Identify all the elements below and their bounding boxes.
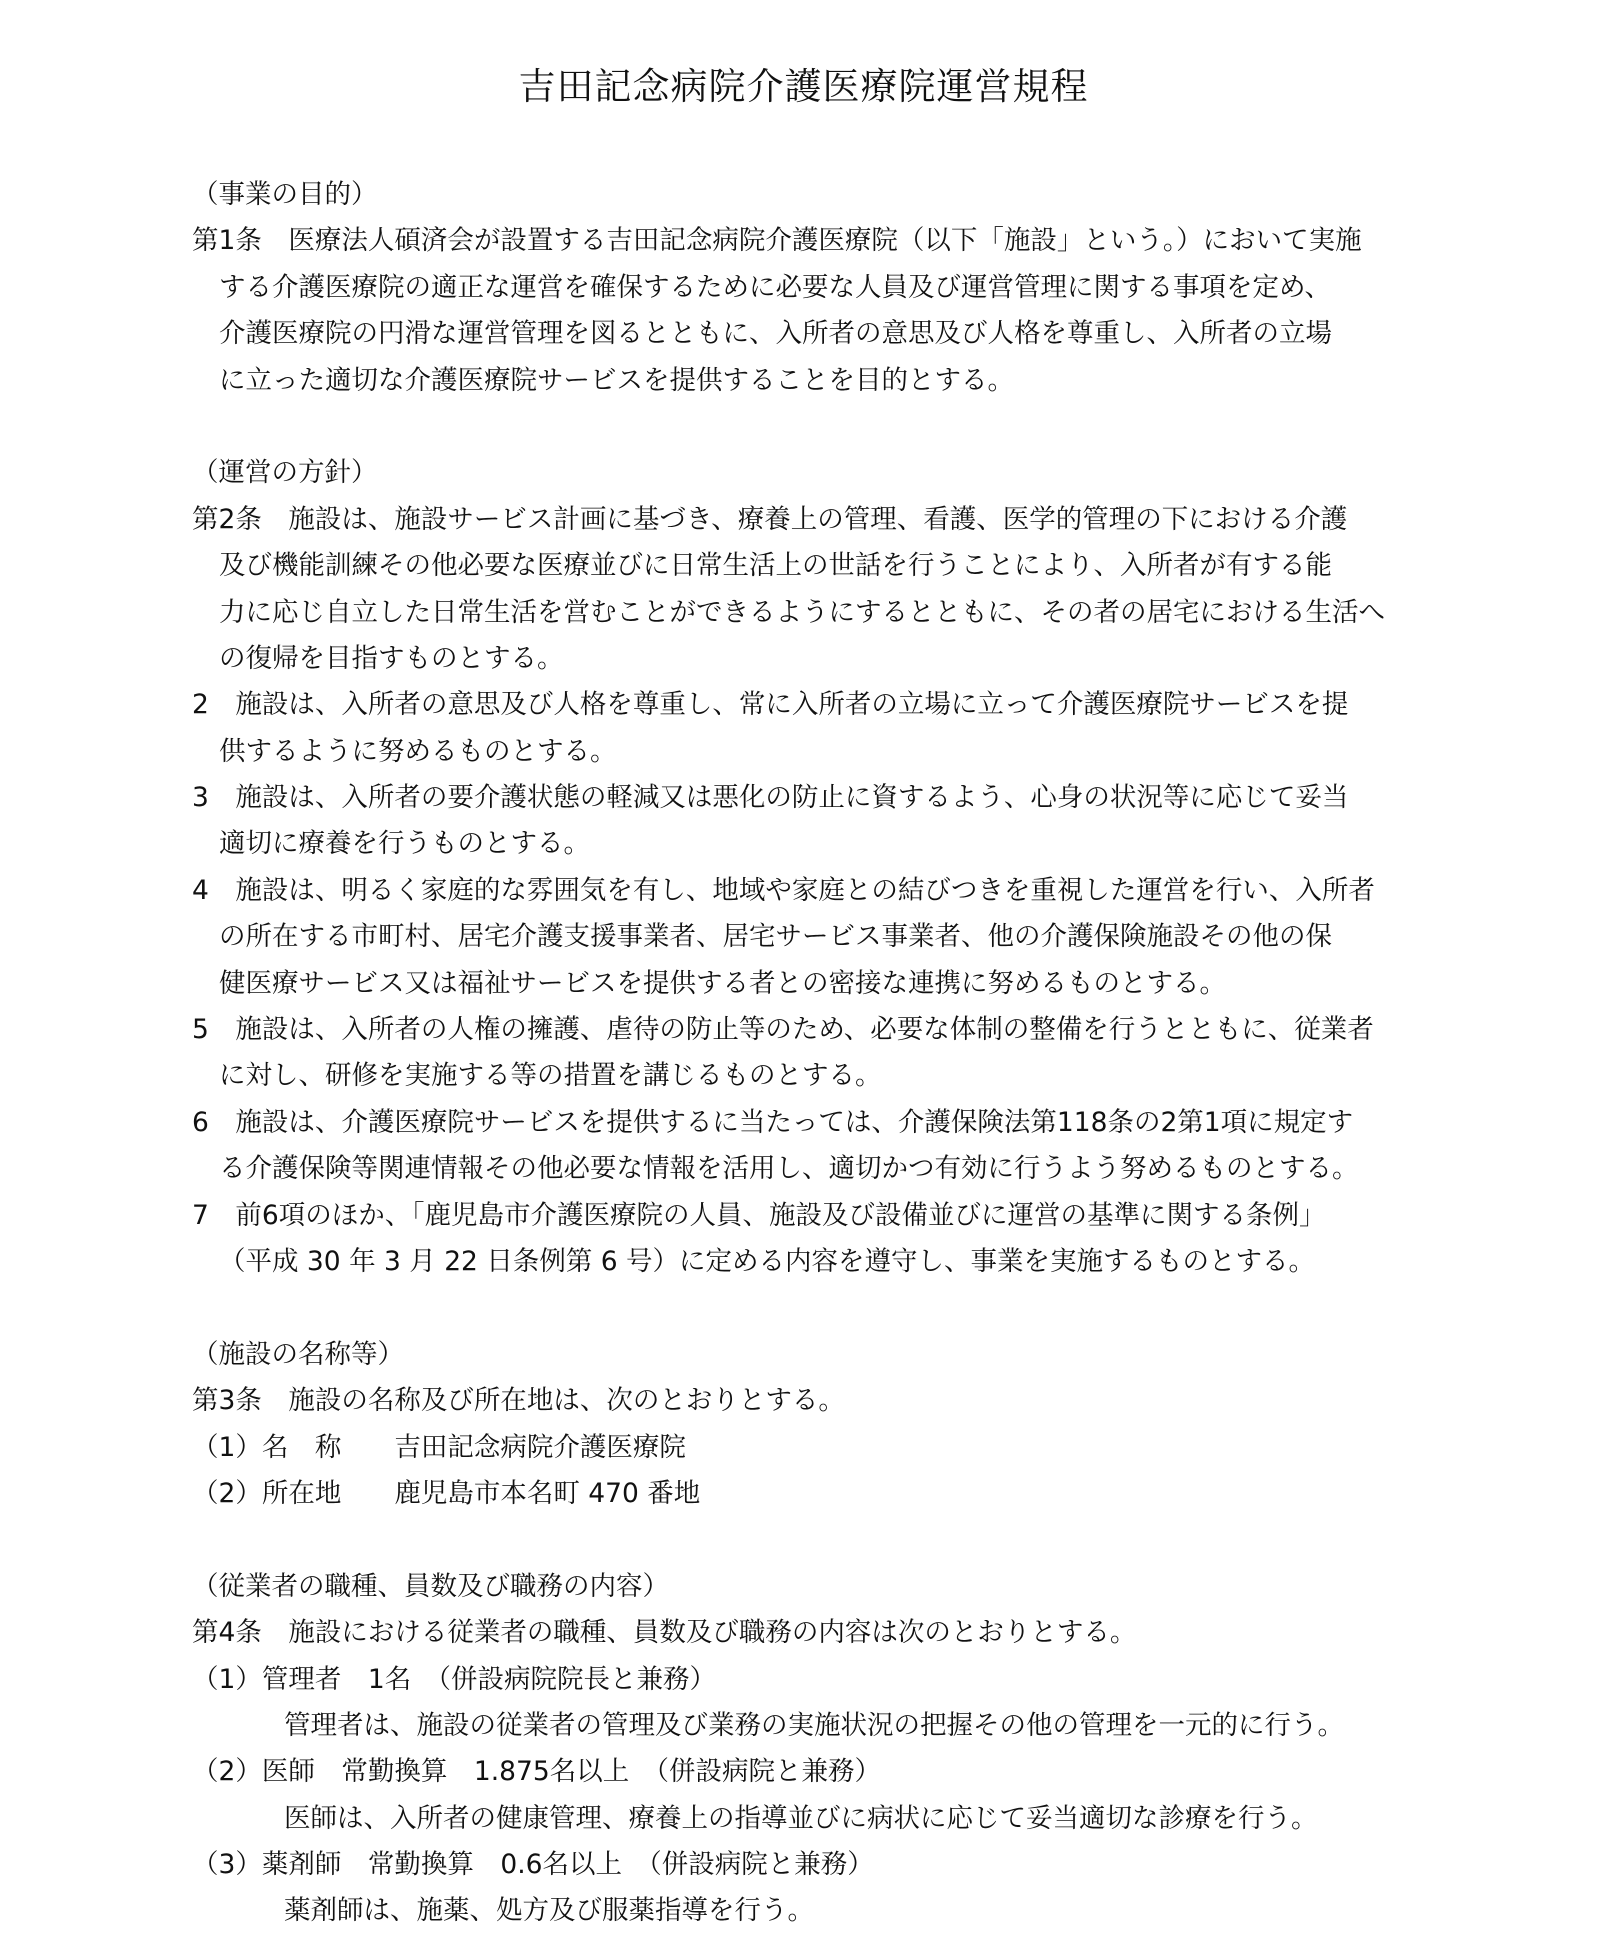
article-continuation-line: 力に応じ自立した日常生活を営むことができるようにするとともに、その者の居宅における生活へ: [219, 596, 1385, 628]
article-continuation-line: に対し、研修を実施する等の措置を講じるものとする。: [219, 1060, 882, 1092]
article-line: 7 前6項のほか、「鹿児島市介護医療院の人員、施設及び設備並びに運営の基準に関する条例」: [192, 1199, 1326, 1231]
article-continuation-line: の所在する市町村、居宅介護支援事業者、居宅サービス事業者、他の介護保険施設その他の保: [219, 921, 1332, 953]
article-line: 第3条 施設の名称及び所在地は、次のとおりとする。: [192, 1385, 845, 1417]
article-continuation-line: 及び機能訓練その他必要な医療並びに日常生活上の世話を行うことにより、入所者が有する能: [219, 550, 1332, 582]
article-continuation-line: する介護医療院の適正な運営を確保するために必要な人員及び運営管理に関する事項を定め、: [219, 271, 1331, 303]
article-line: 第1条 医療法人碩済会が設置する吉田記念病院介護医療院（以下「施設」という。）において実施: [192, 225, 1362, 257]
section-heading: （事業の目的）: [192, 179, 378, 210]
article-line: （3）薬剤師 常勤換算 0.6名以上 （併設病院と兼務）: [192, 1849, 874, 1881]
article-continuation-line: 管理者は、施設の従業者の管理及び業務の実施状況の把握その他の管理を一元的に行う。: [284, 1709, 1344, 1741]
blank-line: [192, 1285, 1432, 1331]
blank-line: [192, 404, 1432, 450]
article-line: （1）名 称 吉田記念病院介護医療院: [192, 1431, 686, 1463]
article-continuation-line: （平成 30 年 3 月 22 日条例第 6 号）に定める内容を遵守し、事業を実施するものとする。: [219, 1245, 1316, 1277]
article-line: 6 施設は、介護医療院サービスを提供するに当たっては、介護保険法第118条の2第1項に規定す: [192, 1106, 1354, 1138]
article-line: 5 施設は、入所者の人権の擁護、虐待の防止等のため、必要な体制の整備を行うとともに、従業者: [192, 1014, 1374, 1046]
document-title: 吉田記念病院介護医療院運営規程: [518, 65, 1089, 108]
article-line: 第2条 施設は、施設サービス計画に基づき、療養上の管理、看護、医学的管理の下における介護: [192, 503, 1348, 535]
article-continuation-line: 供するように努めるものとする。: [219, 735, 617, 767]
article-continuation-line: 医師は、入所者の健康管理、療養上の指導並びに病状に応じて妥当適切な診療を行う。: [284, 1802, 1318, 1834]
article-continuation-line: 介護医療院の円滑な運営管理を図るとともに、入所者の意思及び人格を尊重し、入所者の立場: [219, 318, 1332, 350]
article-line: （2）所在地 鹿児島市本名町 470 番地: [192, 1477, 701, 1509]
article-line: 第4条 施設における従業者の職種、員数及び職務の内容は次のとおりとする。: [192, 1617, 1137, 1649]
section-heading: （施設の名称等）: [192, 1338, 404, 1370]
article-continuation-line: の復帰を目指すものとする。: [219, 642, 564, 674]
article-line: （2）医師 常勤換算 1.875名以上 （併設病院と兼務）: [192, 1756, 881, 1788]
blank-line: [192, 1517, 1432, 1563]
section-heading: （運営の方針）: [192, 457, 378, 489]
article-line: （1）管理者 1名 （併設病院院長と兼務）: [192, 1663, 716, 1695]
section-heading: （従業者の職種、員数及び職務の内容）: [192, 1570, 669, 1602]
article-line: 2 施設は、入所者の意思及び人格を尊重し、常に入所者の立場に立って介護医療院サービスを提: [192, 689, 1349, 721]
document-body: [192, 172, 1432, 1935]
article-continuation-line: に立った適切な介護医療院サービスを提供することを目的とする。: [219, 364, 1014, 396]
article-continuation-line: る介護保険等関連情報その他必要な情報を活用し、適切かつ有効に行うよう努めるものとする。: [219, 1153, 1359, 1185]
article-line: 3 施設は、入所者の要介護状態の軽減又は悪化の防止に資するよう、心身の状況等に応じて妥当: [192, 782, 1349, 814]
article-continuation-line: 適切に療養を行うものとする。: [219, 828, 590, 860]
article-line: 4 施設は、明るく家庭的な雰囲気を有し、地域や家庭との結びつきを重視した運営を行い、入所者: [192, 874, 1375, 906]
article-continuation-line: 薬剤師は、施薬、処方及び服薬指導を行う。: [284, 1895, 814, 1927]
article-continuation-line: 健医療サービス又は福祉サービスを提供する者との密接な連携に努めるものとする。: [219, 967, 1226, 999]
